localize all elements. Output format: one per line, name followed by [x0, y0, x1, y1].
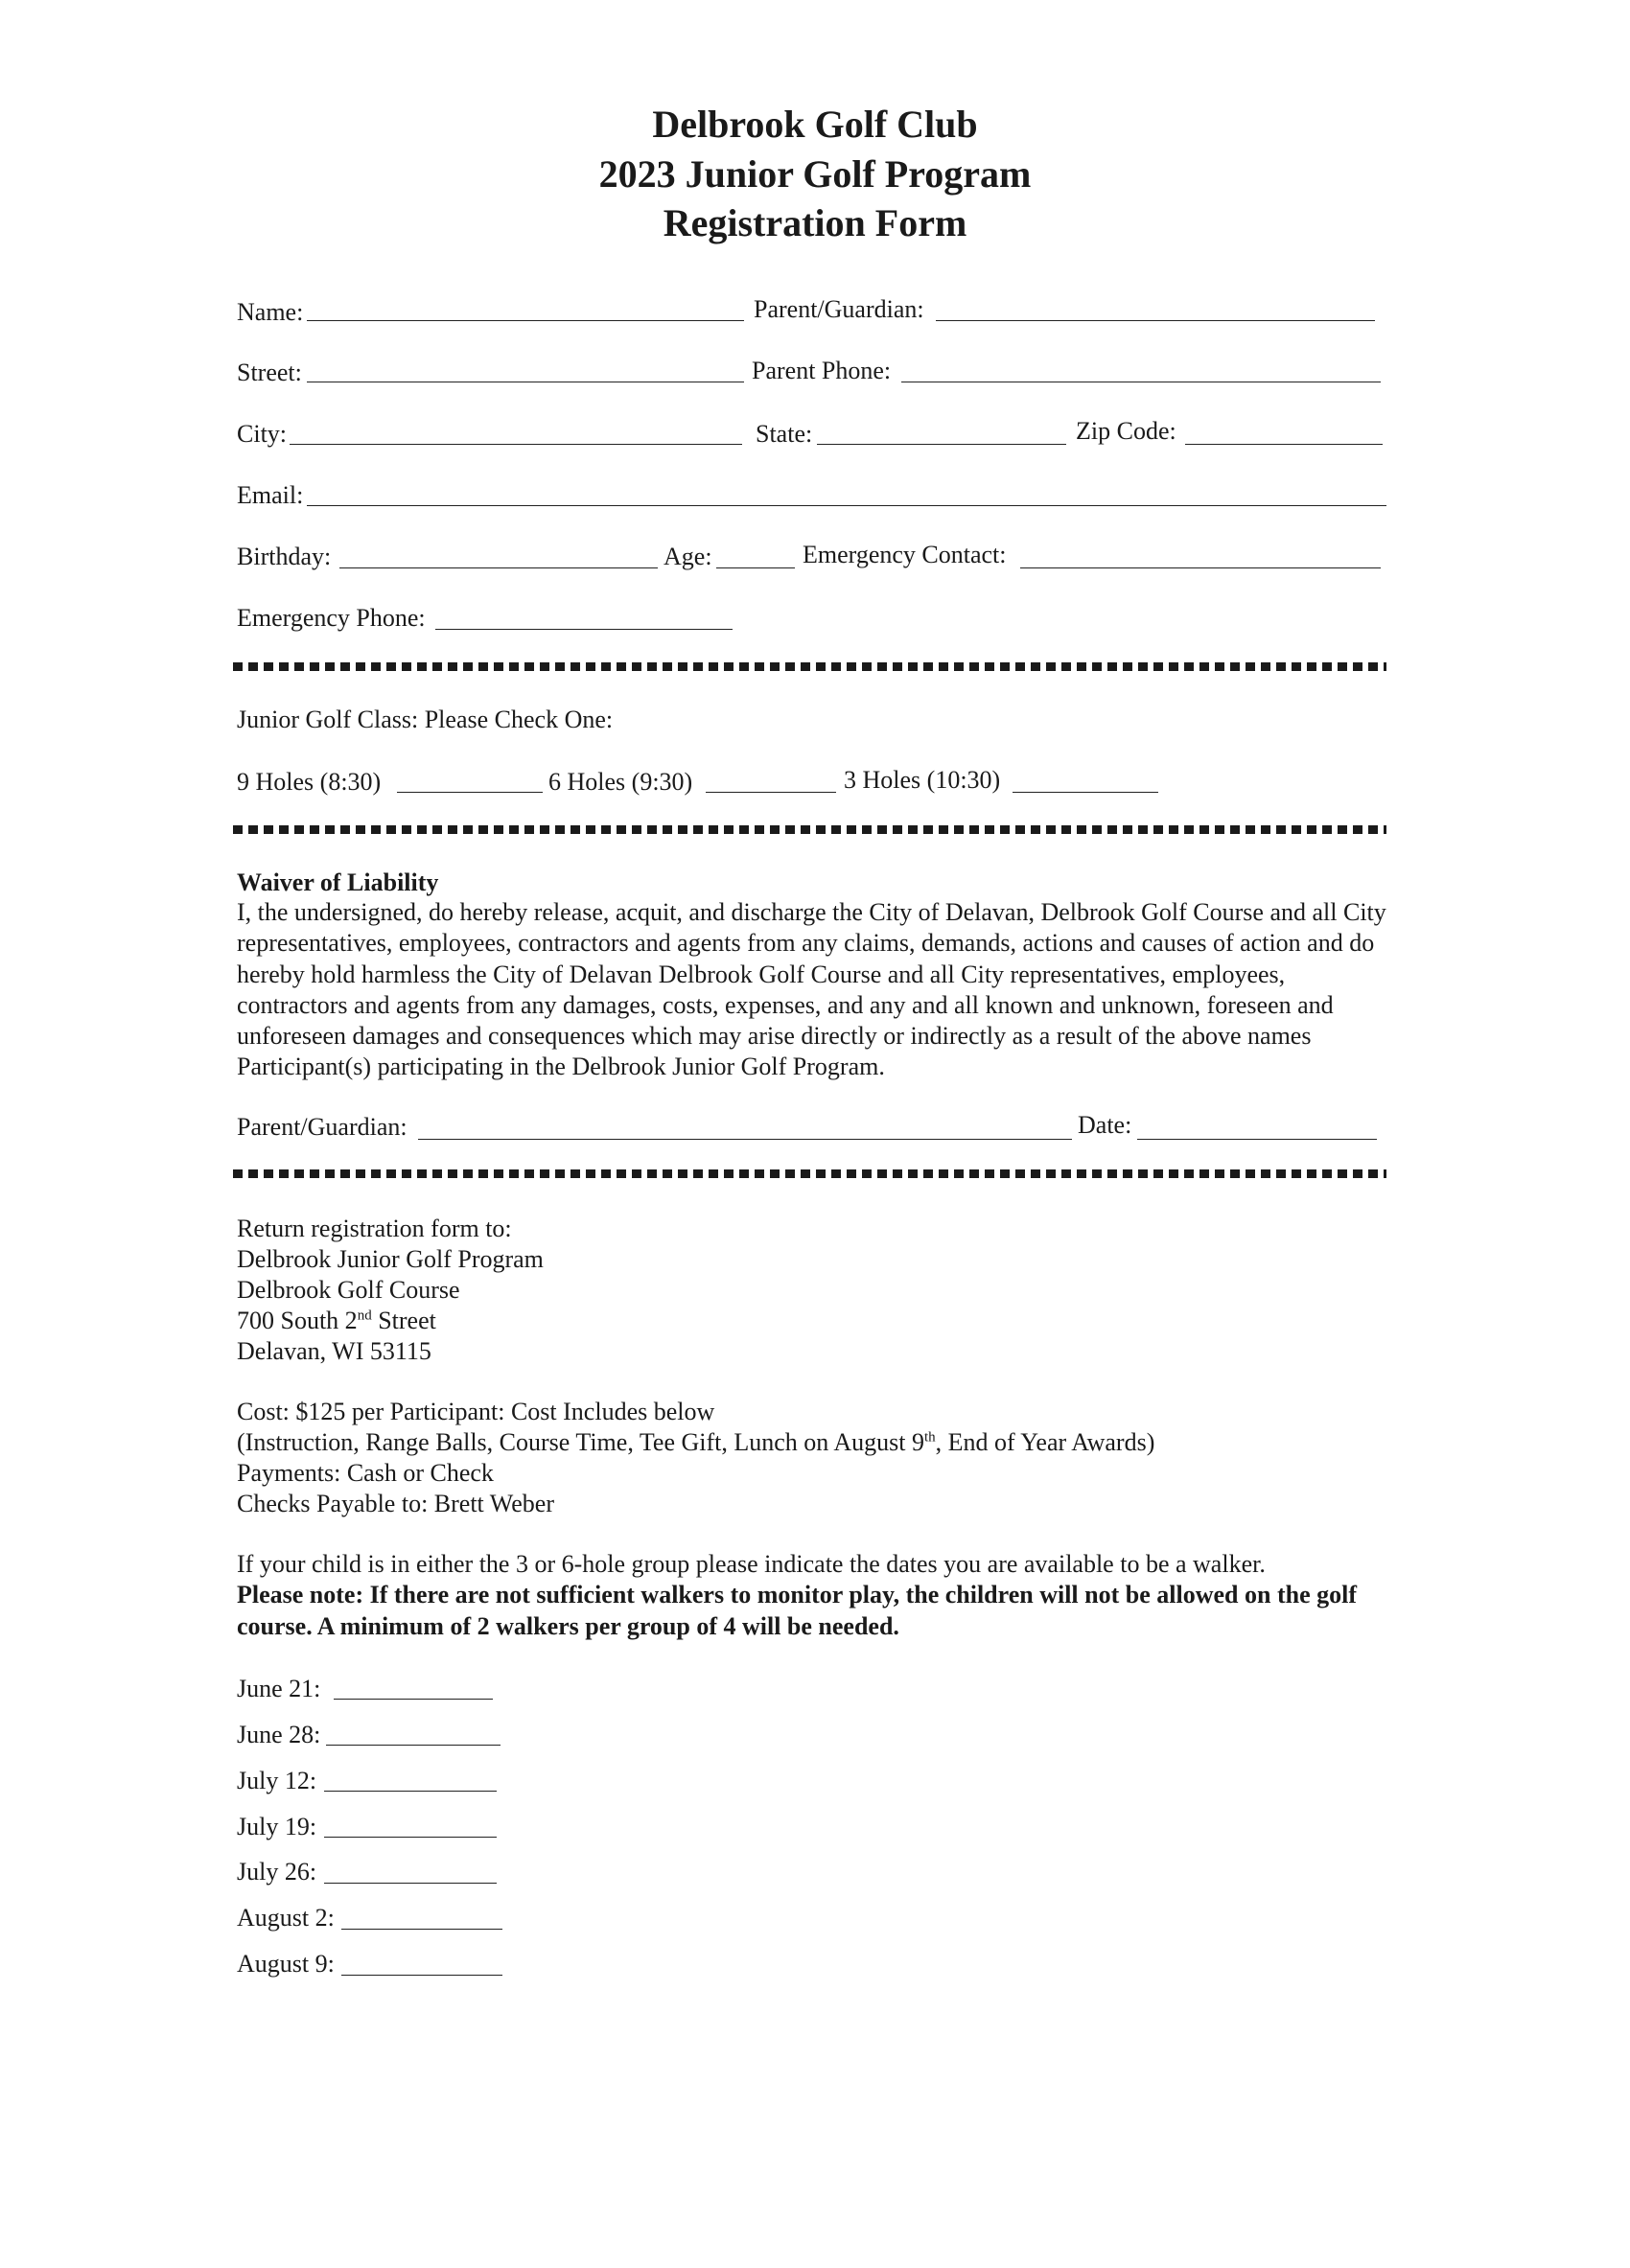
- return-address-block: [237, 1214, 544, 1367]
- walker-note: Please note: If there are not sufficient walkers to monitor play, the children will not be allowed on the golf course. A minimum of 2 walkers per group of 4 will be needed.: [237, 1581, 1357, 1640]
- walker-date-label: June 28:: [237, 1721, 321, 1748]
- walker-date-field[interactable]: [334, 1699, 493, 1700]
- birthday-label: Birthday:: [237, 543, 332, 570]
- walker-date-field[interactable]: [326, 1745, 501, 1746]
- return-program: Delbrook Junior Golf Program: [237, 1245, 544, 1273]
- age-field[interactable]: [716, 567, 795, 568]
- emergency-contact-label: Emergency Contact:: [803, 541, 1007, 568]
- waiver-date-label: Date:: [1078, 1111, 1132, 1139]
- class-option-3-holes-checkline[interactable]: [1013, 792, 1158, 793]
- return-street: 700 South 2nd Street: [237, 1307, 436, 1334]
- walker-date-field[interactable]: [324, 1837, 497, 1838]
- club-title: Delbrook Golf Club: [652, 103, 978, 146]
- class-option-9-holes-label: 9 Holes (8:30): [237, 768, 382, 796]
- walker-date-label: July 19:: [237, 1813, 317, 1840]
- walker-date-label: July 26:: [237, 1858, 317, 1886]
- walker-date-field[interactable]: [324, 1791, 497, 1792]
- name-field[interactable]: [307, 320, 744, 321]
- emergency-contact-field[interactable]: [1020, 567, 1381, 568]
- walker-date-label: July 12:: [237, 1767, 317, 1794]
- parent-guardian-field[interactable]: [936, 320, 1375, 321]
- cost-block: [237, 1397, 1154, 1519]
- section-divider: [233, 662, 1386, 671]
- class-prompt: Junior Golf Class: Please Check One:: [237, 706, 614, 733]
- emergency-phone-label: Emergency Phone:: [237, 604, 426, 632]
- name-label: Name:: [237, 298, 304, 326]
- section-divider: [233, 825, 1386, 834]
- class-option-9-holes-checkline[interactable]: [397, 792, 543, 793]
- waiver-body: I, the undersigned, do hereby release, acquit, and discharge the City of Delavan, Delbrook Golf Course and all City representatives, employees, contractors and agents from any claims, demands, actions and causes of action and do hereby hold harmless the City of Delavan Delbrook Golf Course and all City representatives, employees, contractors and agents from any damages, costs, expenses, and any and all known and unknown, foreseen and unforeseen damages and consequences which may arise directly or indirectly as a result of the above names Participant(s) participating in the Delbrook Junior Golf Program.: [237, 898, 1386, 1081]
- waiver-signature-label: Parent/Guardian:: [237, 1113, 408, 1141]
- waiver-date-field[interactable]: [1137, 1139, 1377, 1140]
- form-title: Registration Form: [663, 201, 967, 244]
- return-heading: Return registration form to:: [237, 1215, 512, 1242]
- state-label: State:: [756, 420, 813, 448]
- section-divider: [233, 1169, 1386, 1178]
- payment-methods: Payments: Cash or Check: [237, 1459, 494, 1487]
- waiver-text: [237, 897, 1397, 1083]
- age-label: Age:: [664, 543, 712, 570]
- parent-phone-label: Parent Phone:: [752, 357, 892, 384]
- return-city: Delavan, WI 53115: [237, 1337, 431, 1365]
- street-label: Street:: [237, 359, 302, 386]
- program-title: 2023 Junior Golf Program: [598, 152, 1032, 196]
- waiver-heading: Waiver of Liability: [237, 868, 439, 896]
- cost-includes: (Instruction, Range Balls, Course Time, Tee Gift, Lunch on August 9th, End of Year Awards): [237, 1428, 1155, 1456]
- city-label: City:: [237, 420, 288, 448]
- return-course: Delbrook Golf Course: [237, 1276, 460, 1304]
- walker-date-field[interactable]: [341, 1975, 502, 1976]
- birthday-field[interactable]: [339, 567, 658, 568]
- parent-guardian-label: Parent/Guardian:: [754, 295, 924, 323]
- walker-date-field[interactable]: [324, 1883, 497, 1884]
- email-field[interactable]: [307, 505, 1386, 506]
- class-option-3-holes-label: 3 Holes (10:30): [844, 766, 1001, 794]
- zip-field[interactable]: [1185, 444, 1383, 445]
- walker-info: [237, 1549, 1416, 1642]
- walker-text: If your child is in either the 3 or 6-hole group please indicate the dates you are available to be a walker.: [237, 1550, 1266, 1578]
- walker-date-label: August 9:: [237, 1950, 335, 1978]
- checks-payable: Checks Payable to: Brett Weber: [237, 1490, 555, 1517]
- walker-date-field[interactable]: [341, 1929, 502, 1930]
- class-option-6-holes-label: 6 Holes (9:30): [548, 768, 693, 796]
- class-option-6-holes-checkline[interactable]: [706, 792, 836, 793]
- waiver-signature-field[interactable]: [418, 1139, 1072, 1140]
- email-label: Email:: [237, 481, 304, 509]
- walker-date-label: August 2:: [237, 1904, 335, 1932]
- zip-label: Zip Code:: [1076, 417, 1176, 445]
- city-field[interactable]: [290, 444, 742, 445]
- emergency-phone-field[interactable]: [435, 629, 733, 630]
- state-field[interactable]: [817, 444, 1066, 445]
- walker-date-label: June 21:: [237, 1675, 321, 1702]
- cost-line: Cost: $125 per Participant: Cost Includes below: [237, 1398, 715, 1425]
